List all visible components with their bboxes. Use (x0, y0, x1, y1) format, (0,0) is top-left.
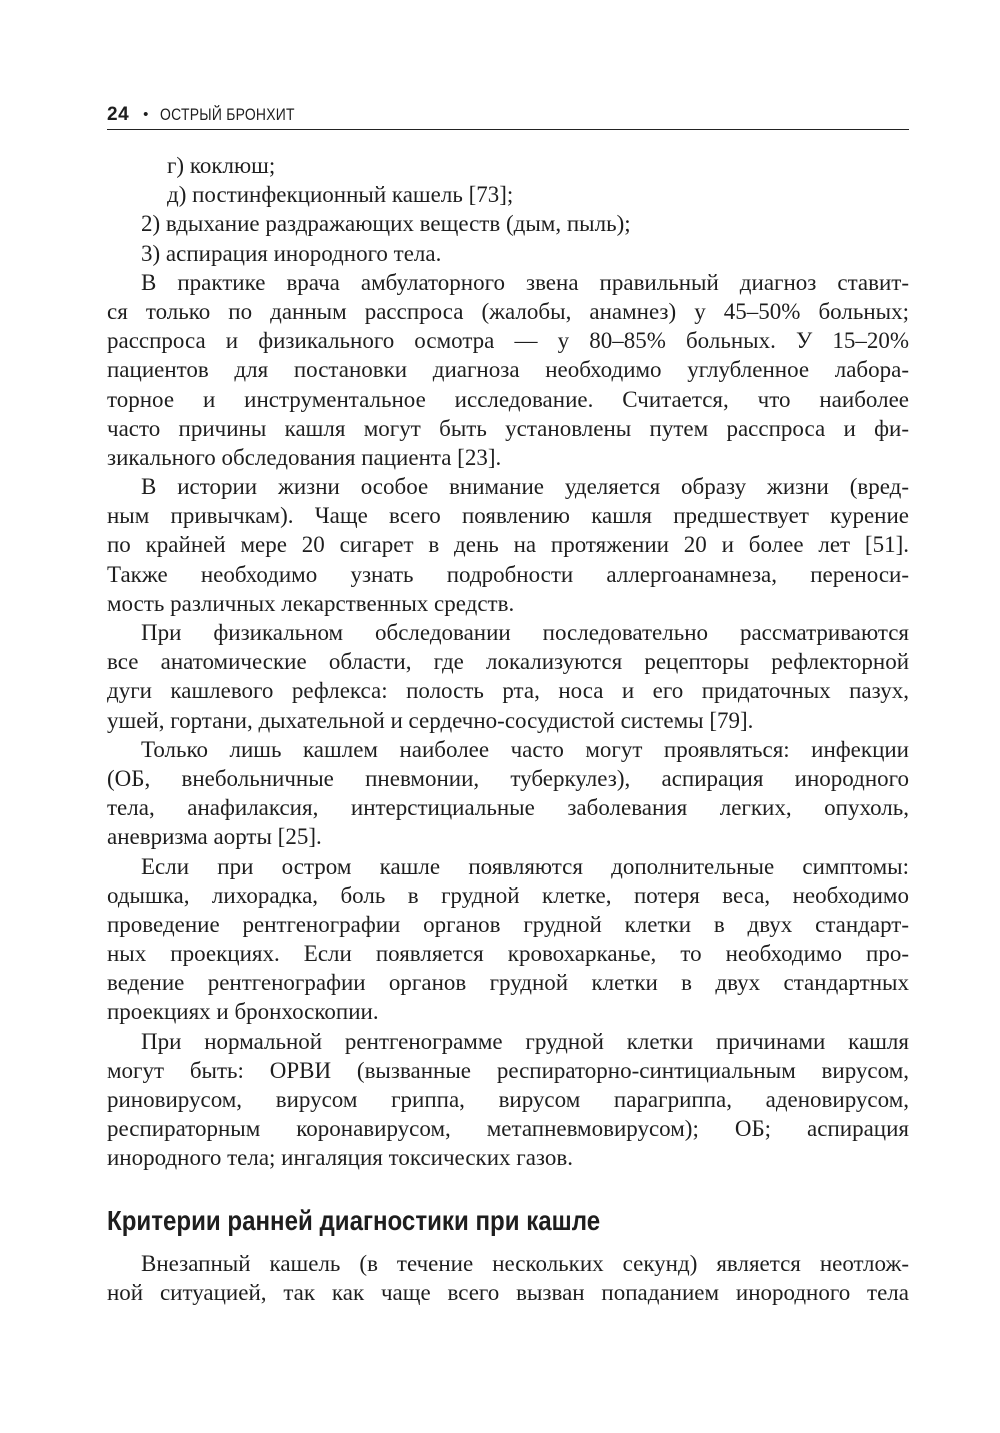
text-line: Если при остром кашле появляются дополнительные симптомы: (141, 853, 909, 879)
text-line: При физикальном обследовании последовательно рассматриваются (141, 620, 909, 645)
text-line: по крайней мере 20 сигарет в день на протяжении 20 и более лет [51]. (107, 532, 909, 558)
running-head (107, 103, 909, 127)
text-line: расспроса и физикального осмотра — у 80–85% больных. У 15–20% (107, 328, 909, 354)
text-line: аневризма аорты [25]. (107, 824, 322, 850)
text-line: Внезапный кашель (в течение нескольких секунд) является неотлож- (141, 1251, 909, 1276)
text-line: могут быть: ОРВИ (вызванные респираторно-синтициальным вирусом, (107, 1057, 909, 1083)
text-line: инородного тела; ингаляция токсических газов. (107, 1145, 573, 1171)
text-line: мость различных лекарственных средств. (107, 590, 515, 616)
text-line: тела, анафилаксия, интерстициальные заболевания легких, опухоль, (107, 795, 909, 821)
running-title: ОСТРЫЙ БРОНХИТ (160, 105, 296, 124)
text-line: проведение рентгенографии органов грудной клетки в двух стандарт- (107, 911, 909, 937)
text-line: одышка, лихорадка, боль в грудной клетке, потеря веса, необходимо (107, 882, 909, 908)
text-line: (ОБ, внебольничные пневмонии, туберкулез), аспирация инородного (107, 765, 909, 791)
text-line: ся только по данным расспроса (жалобы, анамнез) у 45–50% больных; (107, 298, 909, 324)
text-line: респираторным коронавирусом, метапневмовирусом); ОБ; аспирация (107, 1116, 909, 1142)
text-line: зикального обследования пациента [23]. (107, 444, 502, 470)
text-line: г) коклюш; (167, 153, 276, 178)
text-line: ных проекциях. Если появляется кровохарканье, то необходимо про- (107, 941, 909, 967)
page-number: 24 (107, 104, 130, 125)
bullet-separator: • (143, 106, 149, 123)
text-line: В практике врача амбулаторного звена правильный диагноз ставит- (141, 269, 909, 295)
section-heading-text: Критерии ранней диагностики при кашле (107, 1205, 601, 1236)
section-body-text (107, 1249, 909, 1307)
text-line: риновирусом, вирусом гриппа, вирусом парагриппа, аденовирусом, (107, 1087, 909, 1112)
text-line: торное и инструментальное исследование. Считается, что наиболее (107, 386, 909, 412)
text-line: Также необходимо узнать подробности аллергоанамнеза, переноси- (107, 561, 909, 587)
text-line: д) постинфекционный кашель [73]; (167, 182, 514, 208)
text-line: все анатомические области, где локализуются рецепторы рефлекторной (107, 649, 909, 675)
body-text (107, 151, 909, 1173)
text-line: часто причины кашля могут быть установлены путем расспроса и фи- (107, 415, 909, 441)
text-line: ной ситуацией, так как чаще всего вызван попаданием инородного тела (107, 1280, 909, 1306)
text-line: ушей, гортани, дыхательной и сердечно-сосудистой системы [79]. (107, 707, 754, 733)
text-line: В истории жизни особое внимание уделяется образу жизни (вред- (141, 474, 909, 500)
text-line: дуги кашлевого рефлекса: полость рта, носа и его придаточных пазух, (107, 678, 909, 704)
text-line: 3) аспирация инородного тела. (141, 240, 442, 266)
header-rule (107, 129, 909, 130)
text-line: Только лишь кашлем наиболее часто могут проявляться: инфекции (141, 736, 909, 762)
text-line: 2) вдыхание раздражающих веществ (дым, пыль); (141, 211, 631, 237)
text-line: проекциях и бронхоскопии. (107, 999, 379, 1025)
text-line: ведение рентгенографии органов грудной клетки в двух стандартных (107, 970, 909, 996)
section-heading (107, 1201, 909, 1241)
text-line: При нормальной рентгенограмме грудной клетки причинами кашля (141, 1028, 909, 1054)
text-line: ным привычкам). Чаще всего появлению кашля предшествует курение (107, 503, 909, 529)
text-line: пациентов для постановки диагноза необходимо углубленное лабора- (107, 357, 909, 383)
